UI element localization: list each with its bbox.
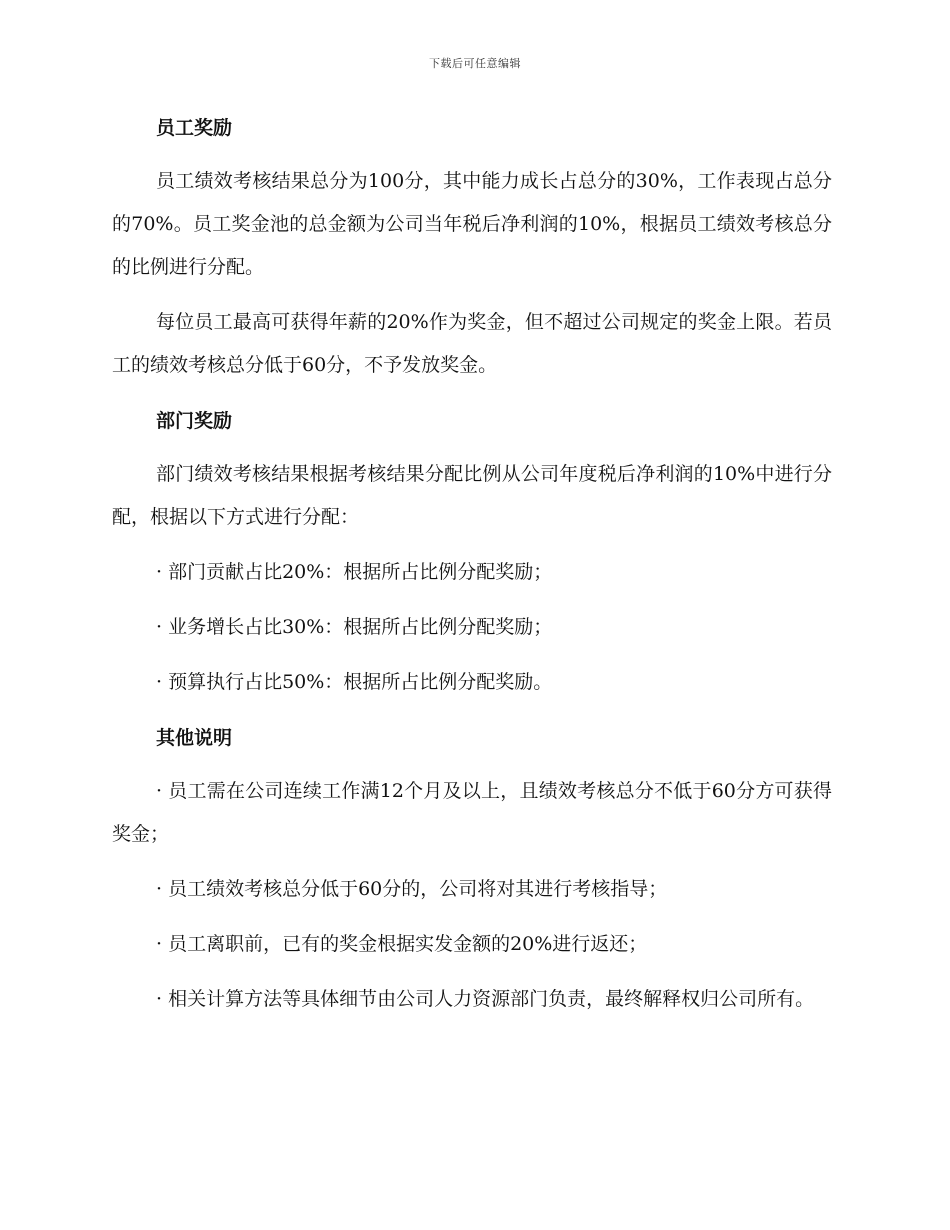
section-title-employee: 员工奖励 [156, 117, 233, 139]
department-list-item: · 预算执行占比50%：根据所占比例分配奖励。 [156, 671, 553, 693]
department-list-item: · 部门贡献占比20%：根据所占比例分配奖励； [156, 561, 553, 583]
other-list-item: · 相关计算方法等具体细节由公司人力资源部门负责，最终解释权归公司所有。 [156, 988, 815, 1010]
section-title-other: 其他说明 [156, 727, 233, 749]
employee-paragraph-1: 员工绩效考核结果总分为100分，其中能力成长占总分的30%，工作表现占总分的70%。员工奖金池的总金额为公司当年税后净利润的10%，根据员工绩效考核总分的比例进行分配。 [112, 170, 832, 278]
other-list-item: · 员工绩效考核总分低于60分的，公司将对其进行考核指导； [156, 878, 668, 900]
other-list-item: · 员工需在公司连续工作满12个月及以上，且绩效考核总分不低于60分方可获得奖金； [112, 780, 832, 845]
department-list-item: · 业务增长占比30%：根据所占比例分配奖励； [156, 616, 553, 638]
section-title-department: 部门奖励 [156, 410, 233, 432]
department-paragraph-1: 部门绩效考核结果根据考核结果分配比例从公司年度税后净利润的10%中进行分配，根据以下方式进行分配： [112, 463, 832, 528]
other-list-item: · 员工离职前，已有的奖金根据实发金额的20%进行返还； [156, 933, 648, 955]
document-body [112, 108, 832, 1021]
header-note: 下载后可任意编辑 [429, 57, 521, 70]
employee-paragraph-2: 每位员工最高可获得年薪的20%作为奖金，但不超过公司规定的奖金上限。若员工的绩效考核总分低于60分，不予发放奖金。 [112, 311, 832, 376]
